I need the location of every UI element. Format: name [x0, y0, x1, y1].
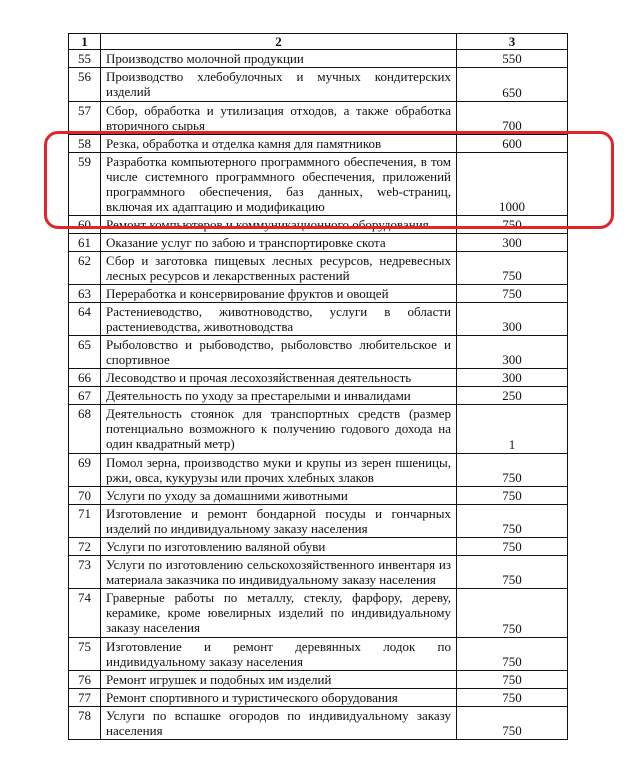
table-row: [69, 68, 568, 102]
row-value: 300: [457, 234, 568, 252]
header-col-2: 2: [101, 34, 457, 50]
row-number: 72: [69, 538, 101, 556]
row-value: 750: [457, 505, 568, 538]
table-row: [69, 216, 568, 234]
rates-table: [68, 33, 568, 740]
row-description: Сбор, обработка и утилизация отходов, а также обработка вторичного сырья: [101, 102, 457, 135]
row-number: 78: [69, 707, 101, 740]
row-description: Услуги по изготовлению валяной обуви: [101, 538, 457, 556]
row-description: Деятельность по уходу за престарелыми и инвалидами: [101, 387, 457, 405]
table-row: [69, 50, 568, 68]
row-value: 750: [457, 487, 568, 505]
row-number: 58: [69, 135, 101, 153]
row-description: Производство хлебобулочных и мучных кондитерских изделий: [101, 68, 457, 102]
table-row: [69, 487, 568, 505]
row-description: Оказание услуг по забою и транспортировке скота: [101, 234, 457, 252]
row-number: 77: [69, 689, 101, 707]
row-number: 76: [69, 671, 101, 689]
row-description: Деятельность стоянок для транспортных средств (размер потенциально возможного к получению годового дохода на один квадратный метр): [101, 405, 457, 454]
table-row: [69, 303, 568, 336]
row-number: 59: [69, 153, 101, 216]
table-row: [69, 589, 568, 638]
row-number: 67: [69, 387, 101, 405]
row-value: 750: [457, 538, 568, 556]
row-description: Ремонт игрушек и подобных им изделий: [101, 671, 457, 689]
table-row: [69, 387, 568, 405]
table-row: [69, 369, 568, 387]
row-number: 73: [69, 556, 101, 589]
row-description: Ремонт спортивного и туристического оборудования: [101, 689, 457, 707]
row-value: 750: [457, 454, 568, 487]
row-description: Услуги по уходу за домашними животными: [101, 487, 457, 505]
row-description: Растениеводство, животноводство, услуги в области растениеводства, животноводства: [101, 303, 457, 336]
row-number: 65: [69, 336, 101, 369]
row-value: 600: [457, 135, 568, 153]
table-row: [69, 538, 568, 556]
row-number: 56: [69, 68, 101, 102]
header-row: [69, 34, 568, 50]
table-row: [69, 707, 568, 740]
row-value: 750: [457, 707, 568, 740]
row-value: 750: [457, 556, 568, 589]
table-row: [69, 102, 568, 135]
row-description: Переработка и консервирование фруктов и овощей: [101, 285, 457, 303]
row-description: Разработка компьютерного программного обеспечения, в том числе системного программного обеспечения, приложений программного обеспечения, баз данных, web-страниц, включая их адаптацию и модификацию: [101, 153, 457, 216]
table-row: [69, 285, 568, 303]
row-value: 1: [457, 405, 568, 454]
row-value: 750: [457, 252, 568, 285]
row-description: Услуги по изготовлению сельскохозяйственного инвентаря из материала заказчика по индивидуальному заказу населения: [101, 556, 457, 589]
header-col-3: 3: [457, 34, 568, 50]
table-row: [69, 671, 568, 689]
row-number: 64: [69, 303, 101, 336]
row-description: Сбор и заготовка пищевых лесных ресурсов, недревесных лесных ресурсов и лекарственных растений: [101, 252, 457, 285]
table-row: [69, 153, 568, 216]
header-col-1: 1: [69, 34, 101, 50]
table-row: [69, 405, 568, 454]
row-value: 650: [457, 68, 568, 102]
row-number: 55: [69, 50, 101, 68]
row-value: 750: [457, 216, 568, 234]
table-row: [69, 252, 568, 285]
row-value: 300: [457, 369, 568, 387]
row-value: 300: [457, 336, 568, 369]
row-value: 1000: [457, 153, 568, 216]
row-description: Граверные работы по металлу, стеклу, фарфору, дереву, керамике, кроме ювелирных изделий по индивидуальному заказу населения: [101, 589, 457, 638]
row-value: 750: [457, 638, 568, 671]
row-number: 61: [69, 234, 101, 252]
row-value: 750: [457, 285, 568, 303]
row-number: 68: [69, 405, 101, 454]
row-value: 300: [457, 303, 568, 336]
table-row: [69, 454, 568, 487]
row-number: 63: [69, 285, 101, 303]
row-description: Услуги по вспашке огородов по индивидуальному заказу населения: [101, 707, 457, 740]
row-number: 70: [69, 487, 101, 505]
row-number: 62: [69, 252, 101, 285]
row-number: 69: [69, 454, 101, 487]
row-description: Лесоводство и прочая лесохозяйственная деятельность: [101, 369, 457, 387]
row-number: 60: [69, 216, 101, 234]
row-number: 71: [69, 505, 101, 538]
table-row: [69, 638, 568, 671]
table-row: [69, 135, 568, 153]
row-value: 750: [457, 671, 568, 689]
table-row: [69, 689, 568, 707]
row-value: 750: [457, 589, 568, 638]
row-value: 250: [457, 387, 568, 405]
row-description: Производство молочной продукции: [101, 50, 457, 68]
row-description: Изготовление и ремонт деревянных лодок по индивидуальному заказу населения: [101, 638, 457, 671]
row-description: Изготовление и ремонт бондарной посуды и гончарных изделий по индивидуальному заказу населения: [101, 505, 457, 538]
row-description: Помол зерна, производство муки и крупы из зерен пшеницы, ржи, овса, кукурузы или прочих хлебных злаков: [101, 454, 457, 487]
table-body: [69, 50, 568, 740]
row-value: 700: [457, 102, 568, 135]
row-number: 57: [69, 102, 101, 135]
table-row: [69, 336, 568, 369]
row-number: 66: [69, 369, 101, 387]
row-value: 550: [457, 50, 568, 68]
row-value: 750: [457, 689, 568, 707]
row-description: Рыболовство и рыбоводство, рыболовство любительское и спортивное: [101, 336, 457, 369]
row-description: Резка, обработка и отделка камня для памятников: [101, 135, 457, 153]
row-number: 75: [69, 638, 101, 671]
table-row: [69, 505, 568, 538]
row-description: Ремонт компьютеров и коммуникационного оборудования: [101, 216, 457, 234]
table-row: [69, 556, 568, 589]
table-row: [69, 234, 568, 252]
row-number: 74: [69, 589, 101, 638]
